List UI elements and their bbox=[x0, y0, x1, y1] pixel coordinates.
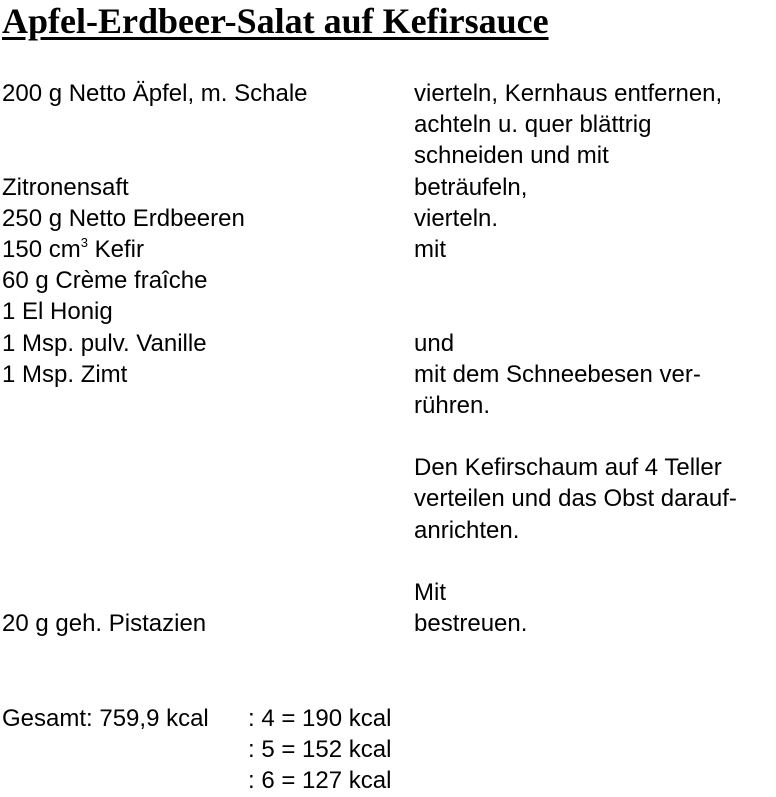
recipe-step bbox=[2, 172, 776, 203]
instruction-column bbox=[414, 359, 776, 421]
ingredient-line: 60 g Crème fraîche bbox=[2, 267, 208, 295]
ingredient-column bbox=[2, 78, 414, 172]
totals-label-empty bbox=[2, 734, 248, 765]
instruction-line: und bbox=[414, 329, 455, 357]
instruction-line: rühren. bbox=[414, 391, 491, 419]
totals-per-serving: : 4 = 190 kcal bbox=[248, 705, 392, 732]
instruction-line: mit dem Schneebesen ver- bbox=[414, 360, 701, 388]
ingredient-column bbox=[2, 577, 414, 639]
calorie-totals bbox=[2, 703, 391, 797]
instruction-column bbox=[414, 328, 776, 359]
instruction-column bbox=[414, 452, 776, 546]
instruction-line: achteln u. quer blättrig bbox=[414, 111, 652, 139]
unit-superscript: 3 bbox=[80, 234, 88, 250]
instruction-line: bestreuen. bbox=[414, 610, 528, 638]
spacer bbox=[2, 546, 776, 577]
ingredient-line: 1 El Honig bbox=[2, 298, 113, 326]
ingredient-column bbox=[2, 203, 414, 234]
ingredient-amount: 150 cm bbox=[2, 235, 81, 263]
totals-row bbox=[2, 703, 391, 734]
recipe-step bbox=[2, 234, 776, 328]
ingredient-line bbox=[2, 577, 414, 608]
ingredient-line bbox=[2, 234, 414, 265]
ingredient-column bbox=[2, 328, 414, 359]
ingredient-column bbox=[2, 234, 414, 328]
recipe-step bbox=[2, 359, 776, 421]
ingredient-line: Zitronensaft bbox=[2, 173, 129, 201]
instruction-column bbox=[414, 203, 776, 234]
ingredient-line: 250 g Netto Erdbeeren bbox=[2, 204, 245, 232]
instruction-column bbox=[414, 577, 776, 639]
instruction-line: verteilen und das Obst darauf- bbox=[414, 485, 737, 513]
recipe-body bbox=[2, 78, 776, 639]
instruction-line: schneiden und mit bbox=[414, 142, 609, 170]
recipe-step bbox=[2, 203, 776, 234]
ingredient-line: 20 g geh. Pistazien bbox=[2, 610, 207, 638]
instruction-column bbox=[414, 172, 776, 203]
instruction-line: vierteln, Kernhaus entfernen, bbox=[414, 80, 723, 107]
ingredient-column bbox=[2, 452, 414, 546]
instruction-line: vierteln. bbox=[414, 204, 499, 232]
instruction-column bbox=[414, 234, 776, 328]
ingredient-line: 200 g Netto Äpfel, m. Schale bbox=[2, 80, 308, 107]
instruction-line: mit bbox=[414, 235, 446, 263]
totals-label-empty bbox=[2, 765, 248, 796]
ingredient-column bbox=[2, 172, 414, 203]
ingredient-column bbox=[2, 359, 414, 421]
ingredient-line: 1 Msp. pulv. Vanille bbox=[2, 329, 207, 357]
recipe-step bbox=[2, 577, 776, 639]
recipe-step bbox=[2, 78, 776, 172]
instruction-line: beträufeln, bbox=[414, 173, 528, 201]
instruction-line: Mit bbox=[414, 579, 446, 606]
instruction-line: anrichten. bbox=[414, 516, 520, 544]
recipe-step bbox=[2, 452, 776, 546]
totals-per-serving: : 6 = 127 kcal bbox=[248, 767, 392, 795]
totals-per-serving: : 5 = 152 kcal bbox=[248, 736, 392, 764]
totals-row bbox=[2, 734, 391, 765]
ingredient-line: 1 Msp. Zimt bbox=[2, 360, 128, 388]
instruction-column bbox=[414, 78, 776, 172]
instruction-line: Den Kefirschaum auf 4 Teller bbox=[414, 454, 722, 482]
spacer bbox=[2, 421, 776, 452]
recipe-step bbox=[2, 328, 776, 359]
totals-row bbox=[2, 765, 391, 796]
recipe-title: Apfel-Erdbeer-Salat auf Kefirsauce bbox=[2, 1, 549, 41]
ingredient-name: Kefir bbox=[87, 235, 144, 263]
totals-label: Gesamt: 759,9 kcal bbox=[2, 705, 209, 732]
